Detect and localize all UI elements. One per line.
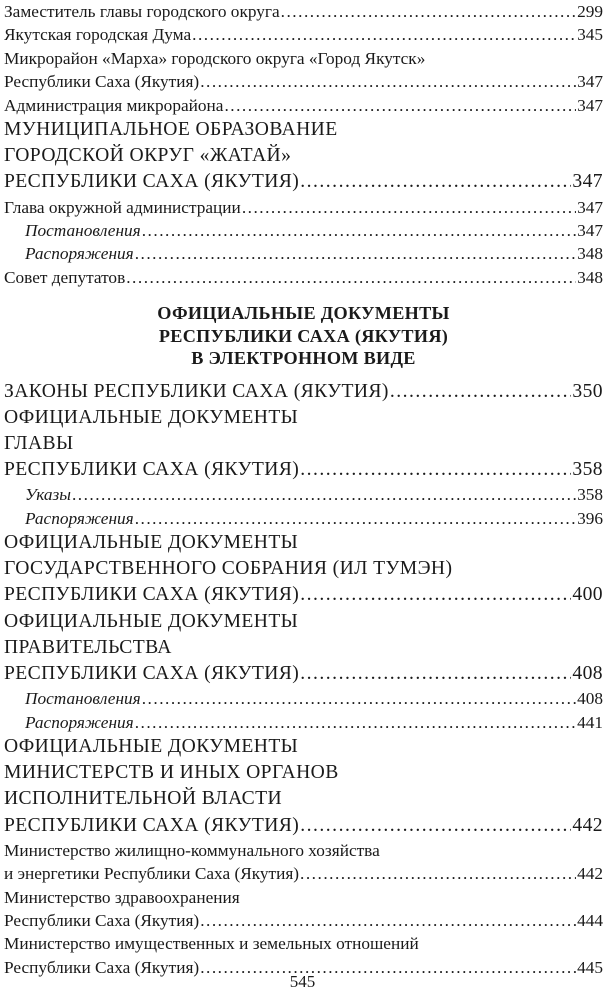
toc-entry-title: ГЛАВЫ [4, 432, 74, 454]
toc-entry [4, 760, 603, 786]
toc-entry [4, 242, 603, 265]
toc-entry [4, 734, 603, 760]
toc-entry-title: ЗАКОНЫ РЕСПУБЛИКИ САХА (ЯКУТИЯ) [4, 380, 389, 402]
dot-leader [135, 507, 576, 530]
toc-entry-page: 441 [577, 712, 603, 732]
toc-entry [4, 839, 603, 862]
dot-leader [300, 862, 576, 885]
toc-entry-title: РЕСПУБЛИКИ САХА (ЯКУТИЯ) [4, 663, 300, 685]
toc-entry-title: Постановления [25, 220, 141, 240]
dot-leader [390, 379, 572, 405]
toc-entry-title: ОФИЦИАЛЬНЫЕ ДОКУМЕНТЫ [4, 532, 299, 554]
toc-entry [4, 932, 603, 955]
toc-entry-title: ПРАВИТЕЛЬСТВА [4, 636, 172, 658]
toc-entry-title: Республики Саха (Якутия) [4, 910, 200, 930]
toc-entry-title: МУНИЦИПАЛЬНОЕ ОБРАЗОВАНИЕ [4, 118, 338, 140]
toc-entry [4, 661, 603, 687]
toc-entry [4, 70, 603, 93]
section-heading-line: В ЭЛЕКТРОННОМ ВИДЕ [191, 348, 416, 369]
toc-entry [4, 786, 603, 812]
toc-entry-title: Министерство здравоохранения [4, 887, 240, 907]
toc-entry [4, 169, 603, 195]
toc-entry-page: 408 [572, 663, 603, 685]
toc-entry-title: Республики Саха (Якутия) [4, 72, 200, 92]
dot-leader [242, 196, 576, 219]
toc-entry-page: 347 [577, 95, 603, 115]
toc-entry-title: Распоряжения [25, 712, 134, 732]
toc-list-electronic-documents [4, 379, 603, 980]
toc-entry [4, 266, 603, 289]
toc-entry-title: РЕСПУБЛИКИ САХА (ЯКУТИЯ) [4, 459, 300, 481]
dot-leader [135, 711, 576, 734]
dot-leader [300, 169, 571, 195]
toc-entry-page: 348 [577, 267, 603, 287]
toc-entry [4, 457, 603, 483]
toc-entry-title: ОФИЦИАЛЬНЫЕ ДОКУМЕНТЫ [4, 736, 299, 758]
toc-entry-page: 299 [577, 2, 603, 21]
toc-entry-title: и энергетики Республики Саха (Якутия) [4, 864, 300, 884]
dot-leader [300, 661, 571, 687]
dot-leader [200, 909, 576, 932]
section-heading-line: РЕСПУБЛИКИ САХА (ЯКУТИЯ) [158, 325, 449, 346]
toc-entry [4, 379, 603, 405]
toc-entry-title: Республики Саха (Якутия) [4, 957, 200, 977]
dot-leader [192, 23, 576, 46]
toc-entry-title: Указы [25, 485, 71, 505]
toc-entry-page: 442 [577, 864, 603, 884]
section-heading [4, 302, 603, 370]
toc-entry [4, 687, 603, 710]
toc-entry [4, 23, 603, 46]
toc-entry-title: РЕСПУБЛИКИ САХА (ЯКУТИЯ) [4, 814, 300, 836]
toc-entry-title: МИНИСТЕРСТВ И ИНЫХ ОРГАНОВ [4, 762, 339, 784]
toc-entry [4, 94, 603, 117]
toc-entry-page: 444 [577, 910, 603, 930]
toc-entry-title: Министерство жилищно-коммунального хозяйства [4, 840, 380, 860]
toc-entry [4, 530, 603, 556]
dot-leader [224, 94, 576, 117]
toc-list-municipal [4, 0, 603, 289]
toc-entry [4, 483, 603, 506]
toc-entry-title: Распоряжения [25, 244, 134, 264]
toc-entry-page: 345 [577, 25, 603, 45]
toc-entry [4, 117, 603, 143]
toc-entry-title: РЕСПУБЛИКИ САХА (ЯКУТИЯ) [4, 584, 300, 606]
dot-leader [72, 483, 576, 506]
toc-entry [4, 862, 603, 885]
toc-entry-page: 442 [572, 814, 603, 836]
toc-entry-page: 400 [572, 584, 603, 606]
toc-entry-page: 348 [577, 244, 603, 264]
toc-entry-title: ОФИЦИАЛЬНЫЕ ДОКУМЕНТЫ [4, 406, 299, 428]
toc-entry-title: ОФИЦИАЛЬНЫЕ ДОКУМЕНТЫ [4, 610, 299, 632]
toc-entry [4, 219, 603, 242]
toc-entry-title: Глава окружной администрации [4, 197, 241, 217]
table-of-contents [4, 0, 603, 979]
toc-entry-title: РЕСПУБЛИКИ САХА (ЯКУТИЯ) [4, 171, 300, 193]
toc-entry-title: ГОРОДСКОЙ ОКРУГ «ЖАТАЙ» [4, 145, 292, 167]
toc-entry [4, 582, 603, 608]
toc-entry-page: 347 [572, 171, 603, 193]
toc-entry [4, 711, 603, 734]
toc-entry [4, 507, 603, 530]
toc-entry-title: Постановления [25, 689, 141, 709]
toc-entry-page: 347 [577, 220, 603, 240]
toc-entry [4, 886, 603, 909]
toc-entry [4, 405, 603, 431]
toc-entry [4, 909, 603, 932]
dot-leader [300, 813, 571, 839]
dot-leader [281, 0, 576, 23]
toc-entry [4, 556, 603, 582]
toc-entry-title: Заместитель главы городского округа [4, 2, 280, 21]
toc-entry [4, 431, 603, 457]
toc-entry [4, 196, 603, 219]
page-number: 545 [289, 972, 316, 991]
dot-leader [300, 582, 571, 608]
toc-entry-title: Совет депутатов [4, 267, 126, 287]
toc-entry-page: 408 [577, 689, 603, 709]
dot-leader [142, 687, 576, 710]
toc-entry-page: 350 [572, 380, 603, 402]
dot-leader [200, 70, 576, 93]
toc-entry-title: Якутская городская Дума [4, 25, 192, 45]
toc-entry [4, 0, 603, 23]
toc-entry-page: 347 [577, 197, 603, 217]
dot-leader [135, 242, 576, 265]
toc-entry [4, 609, 603, 635]
toc-entry-title: Администрация микрорайона [4, 95, 224, 115]
dot-leader [142, 219, 576, 242]
toc-entry-page: 396 [577, 508, 603, 528]
toc-entry [4, 635, 603, 661]
toc-entry-title: Министерство имущественных и земельных отношений [4, 934, 419, 954]
toc-entry [4, 813, 603, 839]
toc-entry-page: 358 [572, 459, 603, 481]
toc-entry [4, 47, 603, 70]
section-heading-line: ОФИЦИАЛЬНЫЕ ДОКУМЕНТЫ [157, 303, 450, 324]
dot-leader [126, 266, 576, 289]
dot-leader [300, 457, 571, 483]
toc-entry-title: ГОСУДАРСТВЕННОГО СОБРАНИЯ (ИЛ ТУМЭН) [4, 558, 453, 580]
toc-entry-page: 445 [577, 957, 603, 977]
toc-entry-title: Микрорайон «Марха» городского округа «Город Якутск» [4, 48, 426, 68]
toc-entry-title: Распоряжения [25, 508, 134, 528]
toc-entry-page: 358 [577, 485, 603, 505]
toc-entry-title: ИСПОЛНИТЕЛЬНОЙ ВЛАСТИ [4, 788, 283, 810]
toc-entry-page: 347 [577, 72, 603, 92]
toc-entry [4, 143, 603, 169]
